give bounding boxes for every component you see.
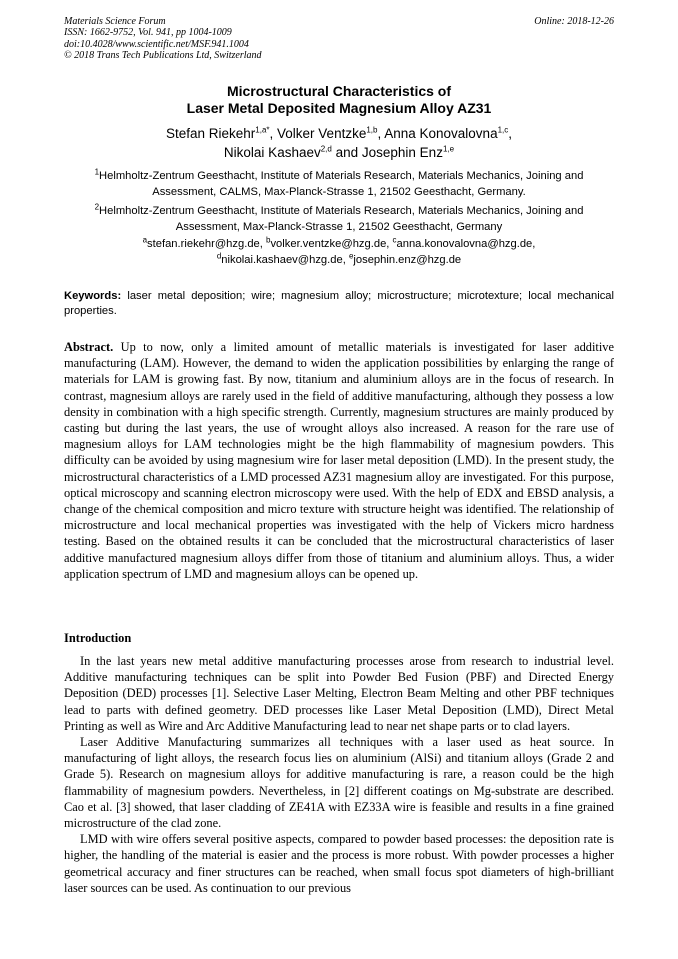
author-name: Stefan Riekehr <box>165 126 256 141</box>
keywords-text: laser metal deposition; wire; magnesium alloy; microstructure; microtexture; local mechanical properties. <box>64 290 614 317</box>
author-sup: 1,b <box>366 125 378 135</box>
email-sup: d <box>216 250 222 260</box>
author-sep: , <box>269 126 278 141</box>
paper-title <box>40 83 638 117</box>
author-sup: 1,a* <box>255 125 270 135</box>
introduction-body <box>64 653 614 896</box>
journal-header <box>64 16 262 62</box>
affiliation-text: Helmholtz-Zentrum Geesthacht, Institute of Materials Research, Materials Mechanics, Joining and Assessment, Max-Planck-Strasse 1, 21502 Geesthacht, Germany <box>99 205 584 233</box>
author-sup: 2,d <box>320 144 332 154</box>
abstract-label: Abstract. <box>64 340 114 354</box>
issn: ISSN: 1662-9752, Vol. 941, pp 1004-1009 <box>64 27 232 39</box>
copyright: © 2018 Trans Tech Publications Ltd, Switzerland <box>64 50 262 62</box>
email-sup: c <box>392 235 397 245</box>
author-sup: 1,e <box>442 144 455 154</box>
keywords <box>64 289 614 318</box>
email-sup: b <box>266 235 271 245</box>
email-sup: a <box>142 235 148 245</box>
author-and: and <box>331 145 362 160</box>
affiliation-sup: 2 <box>94 202 100 212</box>
author-name: Anna Konovalovna <box>384 126 498 141</box>
author-sep: , <box>377 126 385 141</box>
affiliation-1 <box>64 168 614 200</box>
introduction-heading: Introduction <box>64 631 132 645</box>
email-link[interactable]: stefan.riekehr@hzg.de, <box>147 238 266 250</box>
online-date: Online: 2018-12-26 <box>534 16 614 27</box>
intro-paragraph: LMD with wire offers several positive aspects, compared to powder based processes: the deposition rate is higher, the handling of the material is easier and the process is more robust. With powder processes a higher geometrical accuracy and finer structures can be reached, when small focus spot diameters of high-brilliant laser sources can be used. As continuation to our previous <box>64 832 614 895</box>
intro-paragraph: Laser Additive Manufacturing summarizes all techniques with a laser used as heat source. In manufacturing of light alloys, the research focus lies on aluminium (AlSi) and titanium alloys (Grade 2 and Grade 5). Research on magnesium alloys for additive manufacturing is rare, a reason could be the high flammability of magnesium powders. Nevertheless, in [2] different coatings on Mg-substrate are described. Cao et al. [3] showed, that laser cladding of ZE41A with EZ33A wire is feasible and results in a fine grained microstructure of the clad zone. <box>64 735 614 831</box>
journal-name: Materials Science Forum <box>64 16 166 27</box>
email-link[interactable]: volker.ventzke@hzg.de, <box>270 238 393 250</box>
affiliation-2 <box>64 203 614 235</box>
keywords-label: Keywords: <box>64 290 122 302</box>
intro-paragraph: In the last years new metal additive manufacturing processes arose from research to industrial level. Additive manufacturing techniques can be split into Powder Bed Fusion (PBF) and Directed Energy Deposition (DED) processes [1]. Selective Laser Melting, Electron Beam Melting and other PBF techniques lead to parts with defined geometry. DED processes like Laser Metal Deposition (LMD), Direct Metal Printing as well as Wire and Arc Additive Manufacturing lead to near net shape parts or to clad layers. <box>64 654 614 733</box>
affiliation-text: Helmholtz-Zentrum Geesthacht, Institute of Materials Research, Materials Mechanics, Joining and Assessment, CALMS, Max-Planck-Strasse 1, 21502 Geesthacht, Germany. <box>99 170 584 198</box>
email-link[interactable]: anna.konovalovna@hzg.de, <box>396 238 536 250</box>
abstract-text: Up to now, only a limited amount of metallic materials is investigated for laser additive manufacturing (LAM). However, the demand to widen the application possibilities by enlarging the range of materials for LAM is growing fast. By now, titanium and aluminium alloys are in the focus of research. In contrast, magnesium alloys are rarely used in the field of additive manufacturing, although they possess a low density in combination with a high specific strength. Currently, magnesium structures are mainly produced by casting but during the last years, the use of wrought alloys also increased. A reason for the rare use of magnesium alloys for LAM technologies might be the high flammability of magnesium powders. This difficulty can be avoided by using magnesium wire for laser metal deposition (LMD). In the present study, the microstructural characteristics of a LMD processed AZ31 magnesium alloy are investigated. For this purpose, optical microscopy and scanning electron microscopy were used. With the help of EDX and EBSD analysis, a change of the chemical composition and micro texture with structure height was identified. The relationship of microstructure and local mechanical properties was investigated with the help of Vickers micro hardness testing. Based on the obtained results it can be concluded that the microstructural characteristics of laser additive manufactured magnesium alloys differ from those of titanium and aluminium alloys. Thus, a wider application spectrum of LMD and magnesium alloys can be opened up. <box>64 340 614 581</box>
email-list <box>64 237 614 268</box>
author-sup: 1,c <box>497 125 509 135</box>
doi: doi:10.4028/www.scientific.net/MSF.941.1004 <box>64 38 249 50</box>
author-name: Volker Ventzke <box>277 126 367 141</box>
title-line-2: Laser Metal Deposited Magnesium Alloy AZ31 <box>186 100 492 116</box>
abstract <box>64 339 614 582</box>
author-name: Nikolai Kashaev <box>223 145 321 160</box>
email-link[interactable]: josephin.enz@hzg.de <box>353 253 462 266</box>
author-name: Josephin Enz <box>361 145 443 160</box>
email-link[interactable]: nikolai.kashaev@hzg.de, <box>221 253 349 266</box>
author-list: Stefan Riekehr$^{1,a*}$, Volker Ventzke$^{1,b}$, Anna Konovalovna$^{1,c}$, Nikolai Kashaev$^{2,d}$ and Josephin Enz$^{1,e}$ <box>165 125 513 160</box>
affiliation-sup: 1 <box>94 167 100 177</box>
title-line-1: Microstructural Characteristics of <box>226 83 452 99</box>
email-sup: e <box>348 250 354 260</box>
